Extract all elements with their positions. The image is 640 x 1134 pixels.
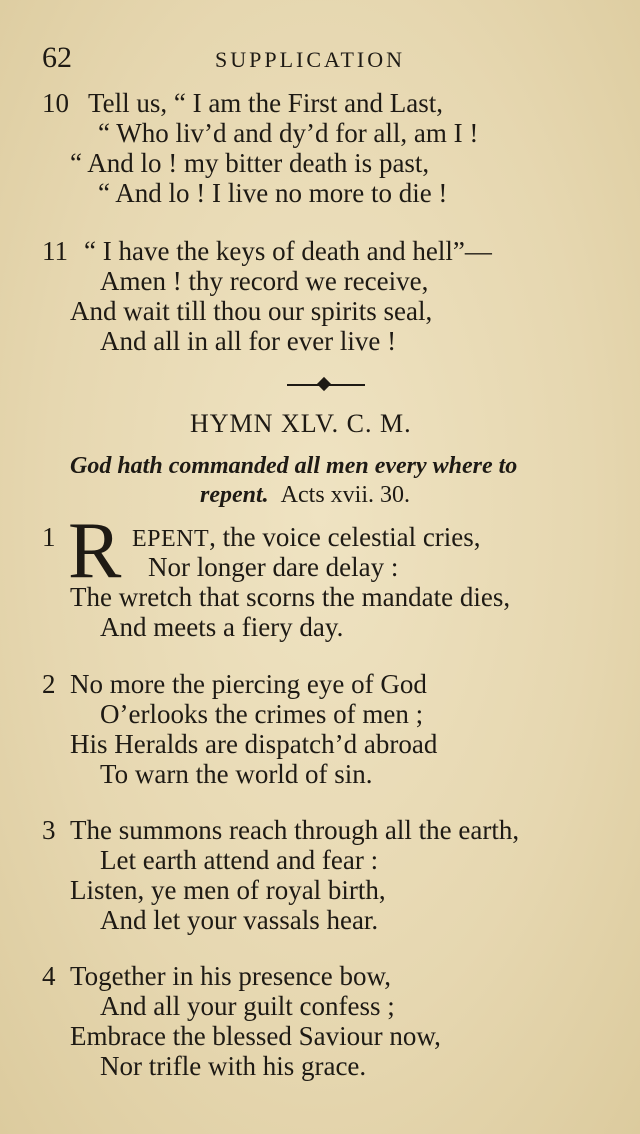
- verse-line: No more the piercing eye of God: [70, 669, 427, 699]
- verse-line: The summons reach through all the earth,: [70, 815, 520, 845]
- epigraph-line: God hath commanded all men every where to: [70, 453, 518, 479]
- verse-line: “ And lo ! I live no more to die !: [98, 178, 448, 208]
- verse-line: Together in his presence bow,: [70, 961, 392, 991]
- scripture-reference: Acts xvii. 30.: [280, 482, 410, 508]
- verse-line: To warn the world of sin.: [100, 759, 373, 789]
- verse-line: Embrace the blessed Saviour now,: [70, 1021, 441, 1051]
- verse-line: Listen, ye men of royal birth,: [70, 875, 386, 905]
- verse-line: Nor trifle with his grace.: [100, 1051, 367, 1081]
- page-number: 62: [42, 41, 72, 74]
- verse-number: 2: [42, 669, 56, 699]
- verse-line: “ And lo ! my bitter death is past,: [70, 148, 430, 178]
- verse-line: Nor longer dare delay :: [148, 552, 399, 582]
- verse-line: And wait till thou our spirits seal,: [70, 296, 433, 326]
- small-caps-word: EPENT: [132, 526, 210, 552]
- page-header: [42, 40, 442, 80]
- verse-number: 3: [42, 815, 56, 845]
- stanza-number: 10: [42, 88, 69, 118]
- verse-line: And let your vassals hear.: [100, 905, 379, 935]
- verse-line: And meets a fiery day.: [100, 612, 344, 642]
- hymn-title: HYMN XLV. C. M.: [190, 409, 412, 438]
- verse-line: “ I have the keys of death and hell”—: [84, 236, 492, 266]
- verse-line: [132, 522, 481, 554]
- verse-line: “ Who liv’d and dy’d for all, am I !: [98, 118, 479, 148]
- epigraph-word: repent.: [200, 482, 269, 508]
- divider-diamond: [317, 377, 331, 391]
- verse-line: Let earth attend and fear :: [100, 845, 379, 875]
- verse-line: And all your guilt confess ;: [100, 991, 395, 1021]
- verse-line-rest: , the voice celestial cries,: [209, 522, 481, 552]
- verse-line: Tell us, “ I am the First and Last,: [88, 88, 444, 118]
- verse-line: His Heralds are dispatch’d abroad: [70, 729, 438, 759]
- verse-line: The wretch that scorns the mandate dies,: [70, 582, 511, 612]
- epigraph-line: [200, 480, 410, 510]
- ornamental-divider: [287, 383, 365, 387]
- running-head: SUPPLICATION: [215, 47, 406, 72]
- verse-line: Amen ! thy record we receive,: [100, 266, 429, 296]
- stanza-number: 11: [42, 236, 68, 266]
- verse-line: O’erlooks the crimes of men ;: [100, 699, 424, 729]
- verse-number: 4: [42, 961, 56, 991]
- verse-number: 1: [42, 522, 56, 552]
- drop-cap: R: [68, 507, 122, 595]
- verse-line: And all in all for ever live !: [100, 326, 397, 356]
